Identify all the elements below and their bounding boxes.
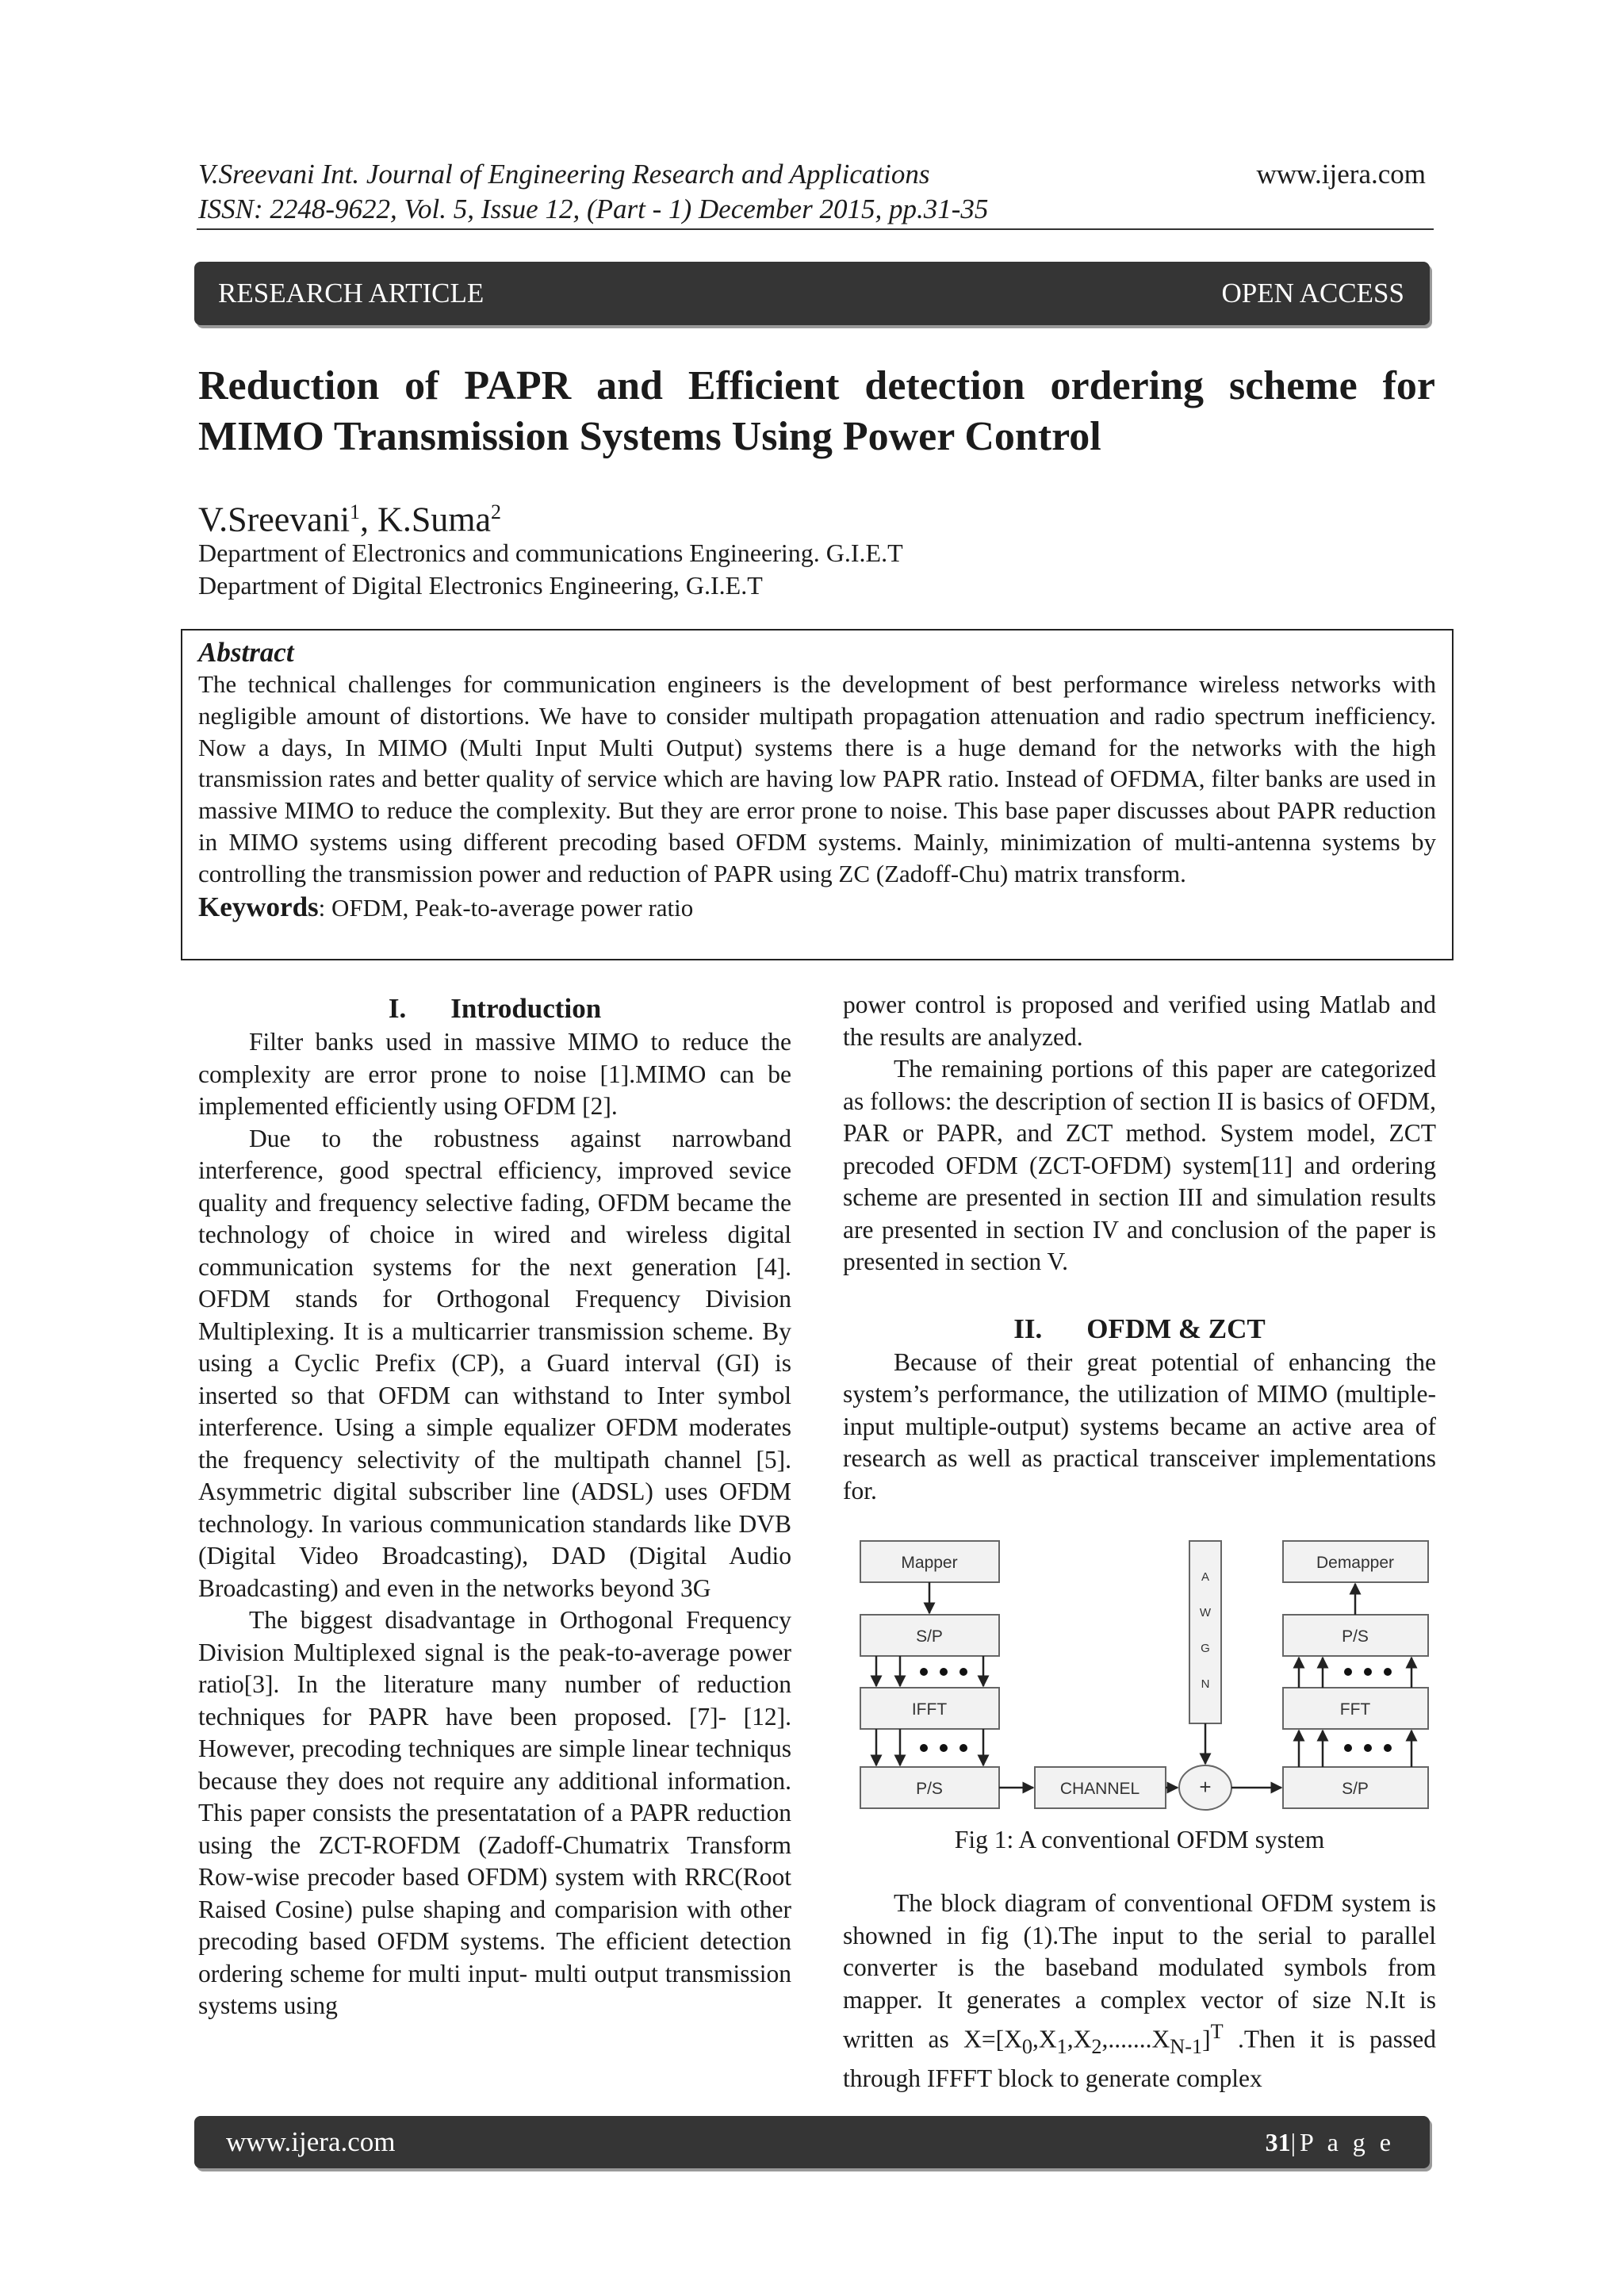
right-column-bottom	[843, 1888, 1436, 2095]
author-2: K.Suma	[377, 500, 492, 539]
mapper-label: Mapper	[901, 1554, 958, 1572]
fft-label: FFT	[1339, 1700, 1371, 1719]
sp-rx-label: S/P	[1342, 1780, 1369, 1798]
paper-title: Reduction of PAPR and Efficient detection ordering scheme for MIMO Transmission Systems Using Power Control	[198, 363, 1435, 459]
intro-paragraph-3: The biggest disadvantage in Orthogonal Frequency Division Multiplexed signal is the peak-to-average power ratio[3]. In the literature many number of reduction techniques for PAPR have been proposed. [7]- [12]. However, precoding techniques are simple linear techniqus because they does not require any additional information. This paper consists the presentatation of a PAPR reduction using the ZCT-ROFDM (Zadoff-Chumatrix Transform Row-wise precoder based OFDM) system with RRC(Root Raised Cosine) pulse shaping and comparision with other precoding based OFDM systems. The efficient detection ordering scheme for multi input- multi output transmission systems using	[198, 1606, 791, 2019]
adder-label: +	[1199, 1775, 1212, 1799]
ifft-label: IFFT	[911, 1700, 948, 1719]
journal-line-2: ISSN: 2248-9622, Vol. 5, Issue 12, (Part - 1) December 2015, pp.31-35	[198, 194, 989, 224]
author-1-affiliation: 1	[350, 500, 361, 523]
demapper-label: Demapper	[1316, 1554, 1395, 1572]
left-column	[198, 991, 791, 2022]
article-type-label: RESEARCH ARTICLE	[218, 278, 485, 309]
page-label: |P a g e	[1290, 2127, 1395, 2156]
author-separator: ,	[360, 500, 378, 539]
sp-tx-label: S/P	[916, 1627, 943, 1646]
keywords-label: Keywords	[198, 891, 319, 922]
intro-paragraph-2: Due to the robustness against narrowband interference, good spectral efficiency, improved sevice quality and frequency selective fading, OFDM became the technology of choice in wired and wireless digital communication systems for the next generation [4]. OFDM stands for Orthogonal Frequency Division Multiplexing. It is a multicarrier transmission scheme. By using a Cyclic Prefix (CP), a Guard interval (GI) is inserted so that OFDM can withstand to Inter symbol interference. Using a simple equalizer OFDM moderates the frequency selectivity of the multipath channel [5]. Asymmetric digital subscriber line (ADSL) uses OFDM technology. In various communication standards like DVB (Digital Video Broadcasting), DAD (Digital Audio Broadcasting) and even in the networks beyond 3G	[198, 1124, 791, 1602]
section-2-paragraph-2: The block diagram of conventional OFDM system is showned in fig (1).The input to the serial to parallel converter is the baseband modulated symbols from mapper. It generates a complex vector of size N.It is written as $X=[X_0,X_1,X_2,.......X_{N-1}]^T$ .Then it is passed through IFFFT block to generate complex	[843, 1889, 1437, 2093]
author-list	[198, 490, 501, 542]
page-footer	[194, 2116, 1430, 2168]
affiliation-2: Department of Digital Electronics Engineering, G.I.E.T	[198, 571, 763, 600]
affiliation-1: Department of Electronics and communications Engineering. G.I.E.T	[198, 539, 903, 567]
page-number	[1266, 2128, 1395, 2157]
author-1: V.Sreevani	[198, 500, 350, 539]
keywords-list: : OFDM, Peak-to-average power ratio	[318, 893, 694, 922]
intro-paragraph-outline: The remaining portions of this paper are categorized as follows: the description of section II is basics of OFDM, PAR or PAPR, and ZCT method. System model, ZCT precoded OFDM (ZCT-OFDM) system[11] and ordering scheme are presented in section III and simulation results are presented in section IV and conclusion of the paper is presented in section V.	[843, 1055, 1436, 1275]
keywords	[198, 891, 1436, 924]
figure-1-caption: Fig 1: A conventional OFDM system	[954, 1826, 1325, 1853]
intro-paragraph-continued: power control is proposed and verified using Matlab and the results are analyzed.	[843, 991, 1436, 1051]
open-access-label: OPEN ACCESS	[1221, 278, 1404, 309]
author-2-affiliation: 2	[491, 500, 502, 523]
journal-header	[198, 157, 988, 227]
awgn-label-n: N	[1201, 1677, 1210, 1691]
awgn-label-g: G	[1201, 1642, 1210, 1655]
abstract-box	[181, 629, 1454, 960]
abstract-text: The technical challenges for communication engineers is the development of best performance wireless networks with negligible amount of distortions. We have to consider multipath propagation attenuation and radio spectrum inefficiency. Now a days, In MIMO (Multi Input Multi Output) systems there is a huge demand for the networks with the high transmission rates and better quality of service which are having low PAPR ratio. Instead of OFDMA, filter banks are used in massive MIMO to reduce the complexity. But they are error prone to noise. This base paper discusses about PAPR reduction in MIMO systems using different precoding based OFDM systems. Mainly, minimization of multi-antenna systems by controlling the transmission power and reduction of PAPR using ZC (Zadoff-Chu) matrix transform.	[198, 670, 1436, 887]
right-column-top	[843, 989, 1436, 1507]
ps-rx-label: P/S	[1342, 1627, 1369, 1646]
abstract-heading: Abstract	[198, 637, 294, 668]
awgn-label-w: W	[1199, 1606, 1212, 1619]
section-1-heading	[198, 991, 791, 1026]
header-divider	[197, 228, 1434, 230]
section-1-title: Introduction	[450, 993, 602, 1024]
section-2-heading	[843, 1312, 1436, 1347]
article-banner	[194, 262, 1430, 325]
journal-line-1: V.Sreevani Int. Journal of Engineering Research and Applications	[198, 159, 930, 190]
section-2-paragraph-1: Because of their great potential of enhancing the system’s performance, the utilization of MIMO (multiple-input multiple-output) systems became an active area of research as well as practical transceiver implementations for.	[843, 1347, 1436, 1504]
page-number-value: 31	[1265, 2127, 1291, 2156]
intro-paragraph-1: Filter banks used in massive MIMO to reduce the complexity are error prone to noise [1].MIMO can be implemented efficiently using OFDM [2].	[198, 1028, 791, 1120]
header-website-link[interactable]: www.ijera.com	[1256, 159, 1426, 190]
section-2-number: II.	[1013, 1313, 1043, 1344]
ofdm-block-diagram	[856, 1537, 1435, 1823]
footer-website-link[interactable]: www.ijera.com	[226, 2126, 396, 2157]
channel-label: CHANNEL	[1059, 1780, 1140, 1798]
awgn-block	[1189, 1541, 1221, 1723]
awgn-label-a: A	[1201, 1570, 1210, 1584]
section-1-number: I.	[388, 993, 407, 1024]
section-2-title: OFDM & ZCT	[1086, 1313, 1266, 1344]
ps-tx-label: P/S	[916, 1780, 943, 1798]
